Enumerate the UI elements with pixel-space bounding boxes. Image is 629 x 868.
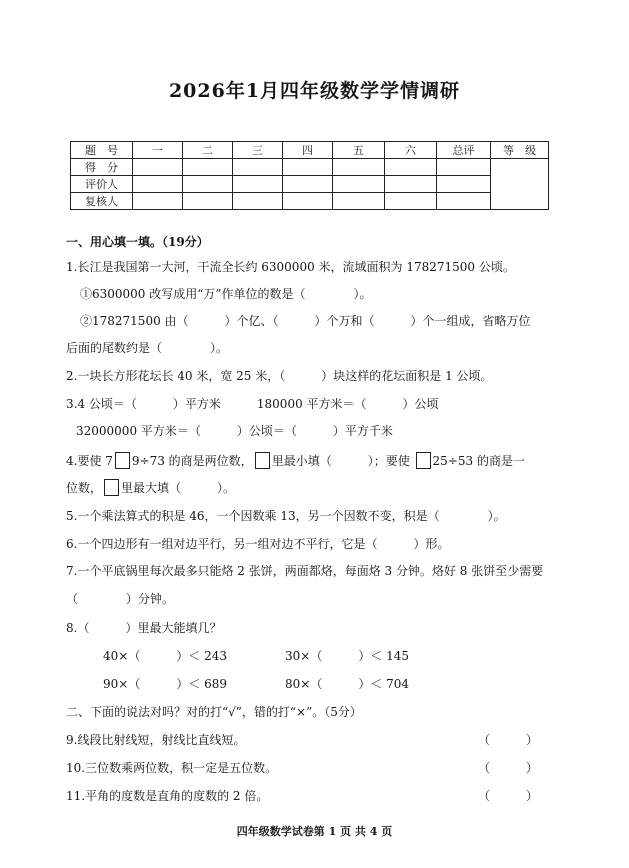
row-label: 得 分 (71, 159, 133, 176)
score-cell[interactable] (133, 193, 183, 210)
score-row (71, 159, 549, 176)
section2-heading: 二、下面的说法对吗？对的打“√”，错的打“×”。（5分） (66, 705, 362, 719)
score-cell[interactable] (233, 159, 283, 176)
row-label: 复核人 (71, 193, 133, 210)
score-cell[interactable] (437, 159, 491, 176)
answer-box[interactable] (104, 479, 119, 496)
question-3a: 3.4 公顷＝（ ）平方米 180000 平方米＝（ ）公顷 (66, 397, 439, 411)
header-cell: 四 (283, 142, 333, 159)
score-cell[interactable] (385, 176, 437, 193)
question-3b: 32000000 平方米＝（ ）公顷＝（ ）平方千米 (76, 424, 393, 438)
score-cell[interactable] (183, 176, 233, 193)
score-table-header-row (71, 142, 549, 159)
header-cell: 题 号 (71, 142, 133, 159)
answer-box[interactable] (255, 452, 270, 469)
question-1b-cont: 后面的尾数约是（ ）。 (66, 341, 229, 355)
question-4-cont (66, 479, 235, 496)
score-cell[interactable] (437, 176, 491, 193)
reviewer-row (71, 193, 549, 210)
score-cell[interactable] (283, 193, 333, 210)
question-8: 8.（ ）里最大能填几？ (66, 621, 222, 635)
header-cell: 等 级 (491, 142, 549, 159)
question-8-a1: 40×（ ）＜ 243 (103, 649, 228, 663)
exam-title: 2026年1月四年级数学学情调研 (168, 80, 461, 102)
score-cell[interactable] (233, 193, 283, 210)
answer-box[interactable] (416, 452, 431, 469)
row-label: 评价人 (71, 176, 133, 193)
score-cell[interactable] (183, 193, 233, 210)
q4-text-3: 里最小填（ ）；要使 (271, 454, 410, 468)
section1-heading: 一、用心填一填。（19分） (66, 235, 209, 249)
score-cell[interactable] (283, 176, 333, 193)
header-cell: 总评 (437, 142, 491, 159)
score-cell[interactable] (183, 159, 233, 176)
header-cell: 三 (233, 142, 283, 159)
question-1a: ①6300000 改写成用“万”作单位的数是（ ）。 (80, 287, 372, 301)
score-cell[interactable] (385, 193, 437, 210)
answer-box[interactable] (115, 452, 130, 469)
question-1: 1.长江是我国第一大河，干流全长约 6300000 米，流域面积为 178271500 公顷。 (66, 260, 515, 274)
question-8-b1: 90×（ ）＜ 689 (103, 677, 228, 691)
question-8-b2: 80×（ ）＜ 704 (285, 677, 410, 691)
page-footer: 四年级数学试卷第 1 页 共 4 页 (236, 825, 393, 838)
question-7-cont: （ ）分钟。 (66, 592, 175, 606)
score-cell[interactable] (333, 159, 385, 176)
score-cell[interactable] (333, 176, 385, 193)
score-cell[interactable] (333, 193, 385, 210)
header-cell: 六 (385, 142, 437, 159)
score-cell[interactable] (283, 159, 333, 176)
q4-text-6: 里最大填（ ）。 (121, 481, 236, 495)
score-cell[interactable] (133, 176, 183, 193)
q11-answer-paren[interactable]: （ ） (478, 789, 539, 803)
score-cell[interactable] (233, 176, 283, 193)
score-cell[interactable] (133, 159, 183, 176)
q4-text-1: 4.要使 7 (66, 454, 113, 468)
score-cell[interactable] (437, 193, 491, 210)
header-cell: 五 (333, 142, 385, 159)
evaluator-row (71, 176, 549, 193)
question-5: 5.一个乘法算式的积是 46，一个因数乘 13，另一个因数不变，积是（ ）。 (66, 509, 506, 523)
grade-cell[interactable] (491, 159, 549, 210)
header-cell: 一 (133, 142, 183, 159)
score-cell[interactable] (385, 159, 437, 176)
question-2: 2.一块长方形花坛长 40 米，宽 25 米，（ ）块这样的花坛面积是 1 公顷。 (66, 369, 493, 383)
q4-text-4: 25÷53 的商是一 (432, 454, 525, 468)
question-6: 6.一个四边形有一组对边平行，另一组对边不平行，它是（ ）形。 (66, 537, 450, 551)
question-4 (66, 452, 525, 469)
question-11: 11.平角的度数是直角的度数的 2 倍。 (66, 789, 269, 803)
q4-text-5: 位数， (66, 481, 103, 495)
question-1b: ②178271500 由（ ）个亿、（ ）个万和（ ）个一组成，省略万位 (80, 314, 531, 328)
question-10: 10.三位数乘两位数，积一定是五位数。 (66, 761, 278, 775)
question-7: 7.一个平底锅里每次最多只能烙 2 张饼，两面都烙，每面烙 3 分钟。烙好 8 张饼至少需要 (66, 564, 544, 578)
question-9: 9.线段比射线短，射线比直线短。 (66, 733, 246, 747)
q9-answer-paren[interactable]: （ ） (478, 733, 539, 747)
q4-text-2: 9÷73 的商是两位数， (131, 454, 253, 468)
score-table (70, 141, 549, 210)
question-8-a2: 30×（ ）＜ 145 (285, 649, 410, 663)
header-cell: 二 (183, 142, 233, 159)
q10-answer-paren[interactable]: （ ） (478, 761, 539, 775)
